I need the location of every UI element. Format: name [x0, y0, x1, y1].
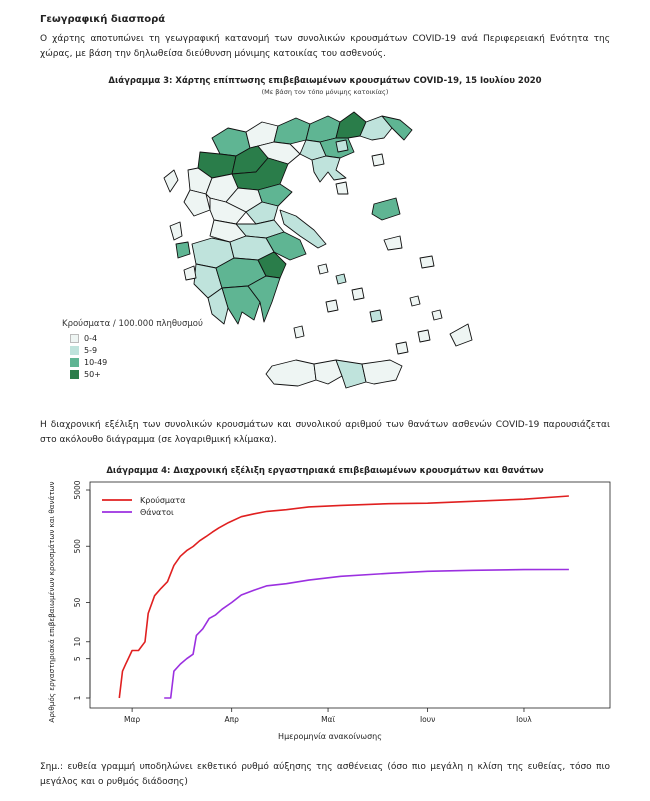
map-region [420, 256, 434, 268]
map-region [176, 242, 190, 258]
legend-label: Θάνατοι [140, 508, 174, 517]
x-axis-label: Ημερομηνία ανακοίνωσης [278, 732, 382, 741]
y-tick-label: 5000 [73, 480, 82, 500]
map-region [336, 140, 348, 152]
legend-swatch [70, 334, 79, 343]
map-region [326, 300, 338, 312]
map-region [266, 360, 316, 386]
x-tick-label: Απρ [224, 715, 239, 724]
map-region [384, 236, 402, 250]
legend-item [84, 345, 97, 356]
legend-item [84, 333, 97, 344]
legend-item [84, 357, 107, 368]
intro-paragraph: Ο χάρτης αποτυπώνει τη γεωγραφική κατανομή των συνολικών κρουσμάτων COVID-19 ανά Περιφερειακή Ενότητα της χώρας, με βάση την δηλωθείσα διεύθυνση μόνιμης κατοικίας του ασθενούς. [40, 34, 610, 59]
y-tick-label: 10 [73, 636, 82, 647]
map-region [372, 198, 400, 220]
map-region [312, 156, 346, 182]
map-region [274, 118, 310, 144]
map-region [432, 310, 442, 320]
map-region [362, 360, 402, 384]
map-legend-title: Κρούσματα / 100.000 πληθυσμού [62, 319, 203, 329]
legend-label: 10-49 [84, 358, 108, 367]
x-tick-label: Μαρ [124, 715, 141, 724]
map-region [164, 170, 178, 192]
y-tick-label: 1 [73, 695, 82, 701]
map-title: Διάγραμμα 3: Χάρτης επίπτωσης επιβεβαιωμένων κρουσμάτων COVID-19, 15 Ιουλίου 2020 [108, 76, 542, 86]
legend-swatch [70, 358, 79, 367]
map-region [170, 222, 182, 240]
chart-title: Διάγραμμα 4: Διαχρονική εξέλιξη εργαστηριακά επιβεβαιωμένων κρουσμάτων και θανάτων [106, 466, 544, 476]
series-line-deaths [164, 570, 569, 699]
map-region [294, 326, 304, 338]
map-region [370, 310, 382, 322]
y-tick-label: 5 [73, 656, 82, 662]
map-region [450, 324, 472, 346]
y-tick-label: 500 [73, 539, 82, 554]
legend-label: 50+ [84, 370, 101, 379]
footnote: Σημ.: ευθεία γραμμή υποδηλώνει εκθετικό ρυθμό αύξησης της ασθένειας (όσο πιο μεγάλη η κλίση της ευθείας, τόσο πιο μεγάλος και ο ρυθμός διάδοσης) [40, 762, 610, 787]
legend-item [84, 369, 101, 380]
map-region [418, 330, 430, 342]
map-region [336, 274, 346, 284]
map-region [410, 296, 420, 306]
map-region [396, 342, 408, 354]
cases-deaths-line-chart [0, 476, 650, 746]
section-title: Γεωγραφική διασπορά [40, 14, 166, 25]
map-region [336, 182, 348, 194]
map-region [184, 266, 196, 280]
map-subtitle: (Με βάση τον τόπο μόνιμης κατοικίας) [261, 88, 389, 96]
map-region [352, 288, 364, 300]
legend-label: 5-9 [84, 346, 98, 355]
legend-swatch [70, 370, 79, 379]
x-tick-label: Ιουν [419, 715, 436, 724]
series-line-cases [119, 496, 569, 698]
y-tick-label: 50 [73, 597, 82, 608]
y-axis-label: Αριθμός εργαστηριακά επιβεβαιωμένων κρουσμάτων και θανάτων [47, 481, 56, 723]
timeline-paragraph: Η διαχρονική εξέλιξη των συνολικών κρουσμάτων και συνολικού αριθμού των θανάτων ασθενών COVID-19 παρουσιάζεται στο ακόλουθο διάγραμμα (σε λογαριθμική κλίμακα). [40, 420, 610, 445]
legend-label: Κρούσματα [140, 496, 186, 505]
greece-choropleth-map [150, 98, 510, 398]
map-region [372, 154, 384, 166]
map-region [318, 264, 328, 274]
x-tick-label: Ιουλ [516, 715, 532, 724]
x-tick-label: Μαϊ [321, 715, 336, 724]
legend-label: 0-4 [84, 334, 98, 343]
legend-swatch [70, 346, 79, 355]
